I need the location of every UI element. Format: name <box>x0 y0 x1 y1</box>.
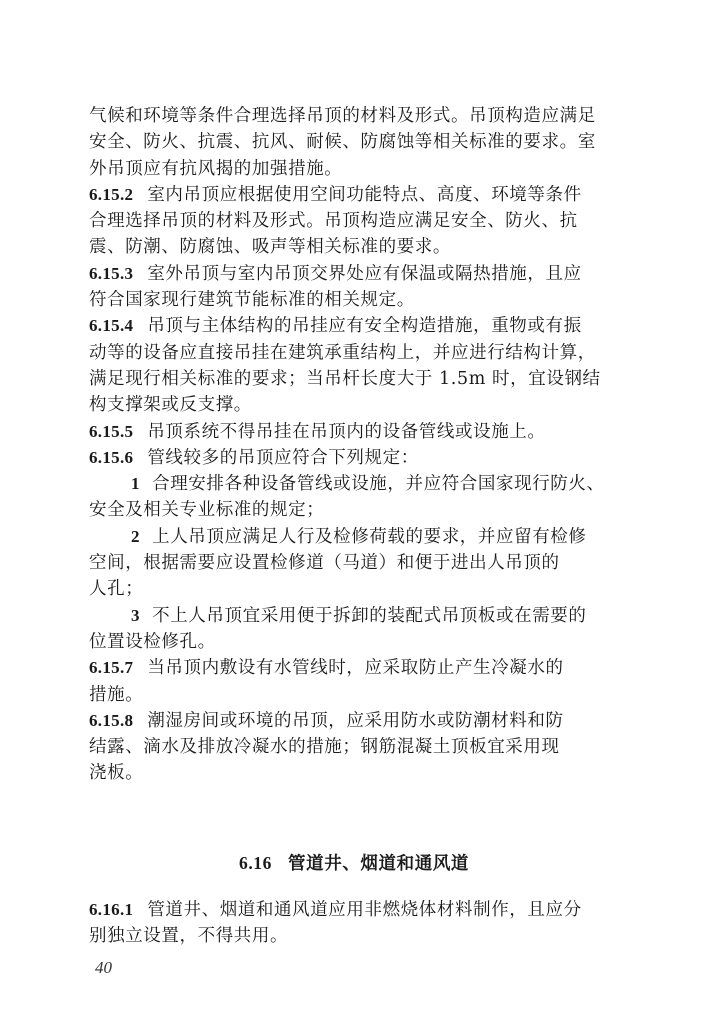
text-line <box>89 103 619 129</box>
text-line <box>89 182 619 208</box>
clause-number: 6.16.1 <box>89 900 134 919</box>
text-line <box>89 261 619 287</box>
line-text: 合理选择吊顶的材料及形式。吊顶构造应满足安全、防火、抗 <box>89 211 578 232</box>
text-line <box>89 208 619 234</box>
line-text: 吊顶与主体结构的吊挂应有安全构造措施，重物或有振 <box>147 316 582 337</box>
text-line <box>89 366 619 392</box>
text-line <box>89 497 619 523</box>
line-text: 构支撑架或反支撑。 <box>89 395 252 416</box>
line-text: 满足现行相关标准的要求；当吊杆长度大于 1.5m 时，宜设钢结 <box>89 368 601 389</box>
line-text: 措施。 <box>89 684 144 705</box>
line-text: 室外吊顶与室内吊顶交界处应有保温或隔热措施，且应 <box>147 263 582 284</box>
text-line <box>89 734 619 760</box>
section-heading <box>89 850 619 876</box>
text-line <box>89 760 619 786</box>
list-item-number: 2 <box>131 526 141 546</box>
line-text: 人孔； <box>89 579 144 600</box>
text-line <box>89 682 619 708</box>
section-title: 管道井、烟道和通风道 <box>288 854 470 874</box>
list-item-number: 3 <box>131 605 141 625</box>
clause-number: 6.15.7 <box>89 658 134 678</box>
text-line <box>89 156 619 182</box>
text-line <box>89 897 619 923</box>
clause-number: 6.15.6 <box>89 447 134 467</box>
body-text <box>89 103 619 787</box>
line-text: 震、防潮、防腐蚀、吸声等相关标准的要求。 <box>89 237 451 258</box>
line-text: 别独立设置，不得共用。 <box>89 926 289 947</box>
text-line <box>89 923 619 949</box>
line-text: 结露、滴水及排放冷凝水的措施；钢筋混凝土顶板宜采用现 <box>89 737 560 758</box>
text-line <box>89 340 619 366</box>
section-body-text <box>89 897 619 950</box>
text-line <box>89 708 619 734</box>
text-line <box>89 603 619 629</box>
line-text: 当吊顶内敷设有水管线时，应采取防止产生冷凝水的 <box>147 658 564 679</box>
clause-number: 6.15.5 <box>89 421 134 441</box>
line-text: 安全、防火、抗震、抗风、耐候、防腐蚀等相关标准的要求。室 <box>89 132 596 153</box>
clause-number: 6.15.3 <box>89 263 134 283</box>
line-text: 气候和环境等条件合理选择吊顶的材料及形式。吊顶构造应满足 <box>89 106 596 126</box>
clause-number: 6.15.2 <box>89 184 134 204</box>
line-text: 合理安排各种设备管线或设施，并应符合国家现行防火、 <box>152 474 605 495</box>
line-text: 不上人吊顶宜采用便于拆卸的装配式吊顶板或在需要的 <box>152 605 587 626</box>
text-line <box>89 655 619 681</box>
text-line <box>89 471 619 497</box>
line-text: 吊顶系统不得吊挂在吊顶内的设备管线或设施上。 <box>147 421 546 442</box>
text-line <box>89 445 619 471</box>
text-line <box>89 629 619 655</box>
text-line <box>89 576 619 602</box>
line-text: 浇板。 <box>89 763 144 784</box>
page-number: 40 <box>95 958 112 977</box>
clause-number: 6.15.4 <box>89 316 134 336</box>
text-line <box>89 287 619 313</box>
text-line <box>89 392 619 418</box>
line-text: 室内吊顶应根据使用空间功能特点、高度、环境等条件 <box>147 184 582 205</box>
section-number: 6.16 <box>238 853 273 873</box>
text-line <box>89 129 619 155</box>
line-text: 管道井、烟道和通风道应用非燃烧体材料制作，且应分 <box>147 900 582 920</box>
text-line <box>89 524 619 550</box>
text-line <box>89 313 619 339</box>
line-text: 位置设检修孔。 <box>89 631 216 652</box>
line-text: 符合国家现行建筑节能标准的相关规定。 <box>89 290 415 311</box>
text-line <box>89 234 619 260</box>
line-text: 动等的设备应直接吊挂在建筑承重结构上，并应进行结构计算， <box>89 342 596 363</box>
line-text: 安全及相关专业标准的规定； <box>89 500 325 521</box>
line-text: 外吊顶应有抗风揭的加强措施。 <box>89 158 343 179</box>
line-text: 潮湿房间或环境的吊顶，应采用防水或防潮材料和防 <box>147 710 564 731</box>
line-text: 上人吊顶应满足人行及检修荷载的要求，并应留有检修 <box>152 526 587 547</box>
text-line <box>89 419 619 445</box>
text-line <box>89 550 619 576</box>
list-item-number: 1 <box>131 474 141 494</box>
line-text: 空间，根据需要应设置检修道（马道）和便于进出人吊顶的 <box>89 553 560 574</box>
clause-number: 6.15.8 <box>89 710 134 730</box>
line-text: 管线较多的吊顶应符合下列规定： <box>147 447 419 468</box>
